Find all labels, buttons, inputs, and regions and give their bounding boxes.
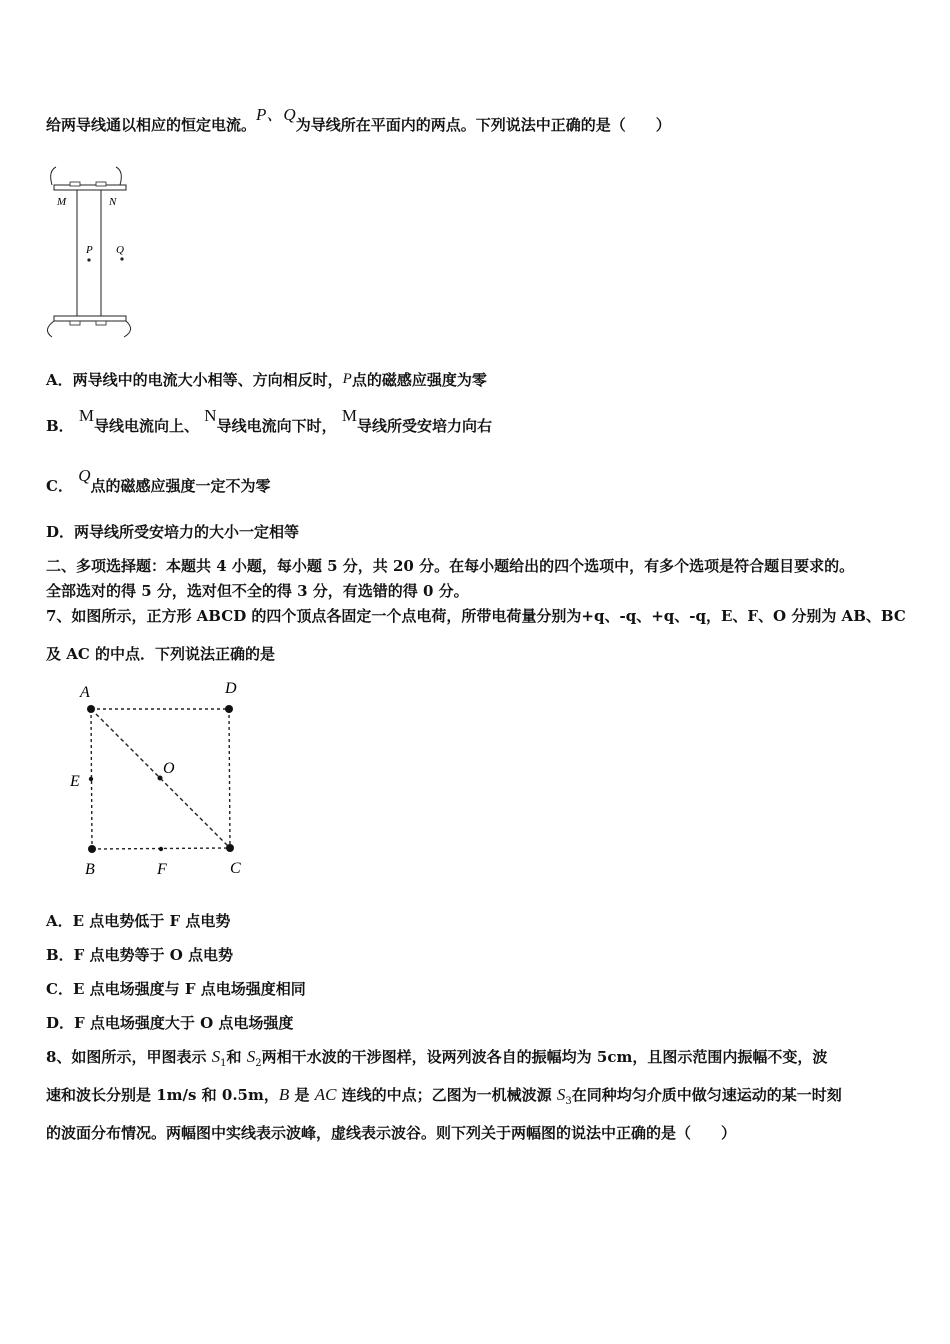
q6-option-c-text: 点的磁感应强度一定不为零 xyxy=(90,477,271,495)
q8-s2-sub: 2 xyxy=(255,1058,262,1069)
label-d: D xyxy=(225,680,237,697)
point-o-dot xyxy=(158,776,163,781)
point-p-dot xyxy=(87,258,90,261)
q6-option-b-var1: M xyxy=(78,406,95,425)
label-n: N xyxy=(109,196,117,208)
q8-s2-var: S xyxy=(246,1047,256,1066)
label-a: A xyxy=(80,684,90,701)
q8-l1-c: 两相干水波的干涉图样，设两列波各自的振幅均为 5cm，且图示范围内振幅不变，波 xyxy=(261,1048,828,1066)
label-q: Q xyxy=(116,244,124,256)
label-p: P xyxy=(86,244,93,256)
q7-stem-line1: 7、如图所示，正方形 ABCD 的四个顶点各固定一个点电荷，所带电荷量分别为+q、-q、+q、-q，E、F、O 分别为 AB、BC xyxy=(46,607,906,625)
q8-l2-a: 速和波长分别是 1m/s 和 0.5m， xyxy=(46,1086,279,1104)
section2-line2: 全部选对的得 5 分，选对但不全的得 3 分，有选错的得 0 分。 xyxy=(46,582,469,600)
q6-option-b-text3: 导线所受安培力向右 xyxy=(356,417,492,435)
label-o: O xyxy=(163,760,175,777)
q6-option-c-var: Q xyxy=(78,466,91,485)
label-f: F xyxy=(157,861,167,878)
q6-option-b-prefix: B． xyxy=(46,417,74,435)
q7-option-c: C．E 点电场强度与 F 点电场强度相同 xyxy=(46,980,306,998)
point-b-dot xyxy=(88,845,96,853)
q6-option-a xyxy=(46,370,487,391)
point-d-dot xyxy=(225,705,233,713)
q6-option-c-prefix: C． xyxy=(46,477,73,495)
q6-option-a-var: P xyxy=(342,371,352,387)
q6-stem-part2: 为导线所在平面内的两点。下列说法中正确的是（ ） xyxy=(295,116,671,134)
label-c: C xyxy=(230,860,241,877)
point-c-dot xyxy=(226,844,234,852)
q6-option-b-text2: 导线电流向下时， xyxy=(216,417,337,435)
q8-l1-a: 8、如图所示，甲图表示 xyxy=(46,1048,212,1066)
q8-l2-b: 是 xyxy=(289,1086,315,1104)
q8-l2-c: 连线的中点；乙图为一机械波源 xyxy=(336,1086,557,1104)
q8-s3-var: S xyxy=(556,1085,566,1104)
point-e-dot xyxy=(89,777,93,781)
q6-option-b-var3: M xyxy=(341,406,357,425)
q6-stem xyxy=(46,105,671,135)
q8-stem-line1 xyxy=(46,1047,827,1074)
q7-stem-line2: 及 AC 的中点．下列说法正确的是 xyxy=(46,645,276,663)
q6-option-a-suffix: 点的磁感应强度为零 xyxy=(351,371,487,389)
q6-stem-part1: 给两导线通以相应的恒定电流。 xyxy=(46,116,257,134)
q6-option-a-prefix: A．两导线中的电流大小相等、方向相反时， xyxy=(46,371,343,389)
q8-s1-sub: 1 xyxy=(220,1058,227,1069)
q7-option-b: B．F 点电势等于 O 点电势 xyxy=(46,946,234,964)
point-a-dot xyxy=(87,705,95,713)
section2-line1: 二、多项选择题：本题共 4 小题，每小题 5 分，共 20 分。在每小题给出的四个选项中，有多个选项是符合题目要求的。 xyxy=(46,557,855,575)
label-b: B xyxy=(85,861,95,878)
q6-stem-pq: P、Q xyxy=(256,105,296,124)
q6-option-b xyxy=(46,406,492,436)
q6-option-b-text1: 导线电流向上、 xyxy=(94,417,200,435)
q6-option-b-var2: N xyxy=(204,406,217,425)
q8-l1-b: 和 xyxy=(226,1048,247,1066)
q6-option-d: D．两导线所受安培力的大小一定相等 xyxy=(46,523,300,541)
q8-s3-sub: 3 xyxy=(565,1096,572,1107)
q6-figure xyxy=(40,165,140,340)
q8-s1-var: S xyxy=(211,1047,221,1066)
point-q-dot xyxy=(120,257,123,260)
q8-stem-line2 xyxy=(46,1085,842,1112)
q8-ac-var: AC xyxy=(314,1085,337,1104)
q7-option-d: D．F 点电场强度大于 O 点电场强度 xyxy=(46,1014,294,1032)
q8-stem-line3: 的波面分布情况。两幅图中实线表示波峰，虚线表示波谷。则下列关于两幅图的说法中正确的是（ ） xyxy=(46,1124,737,1142)
q6-option-c xyxy=(46,466,271,496)
point-f-dot xyxy=(159,847,163,851)
q8-b-var: B xyxy=(278,1085,290,1104)
label-e: E xyxy=(70,773,80,790)
q7-option-a: A．E 点电势低于 F 点电势 xyxy=(46,912,231,930)
label-m: M xyxy=(57,196,67,208)
q7-figure xyxy=(60,675,260,885)
q8-l2-d: 在同种均匀介质中做匀速运动的某一时刻 xyxy=(571,1086,842,1104)
